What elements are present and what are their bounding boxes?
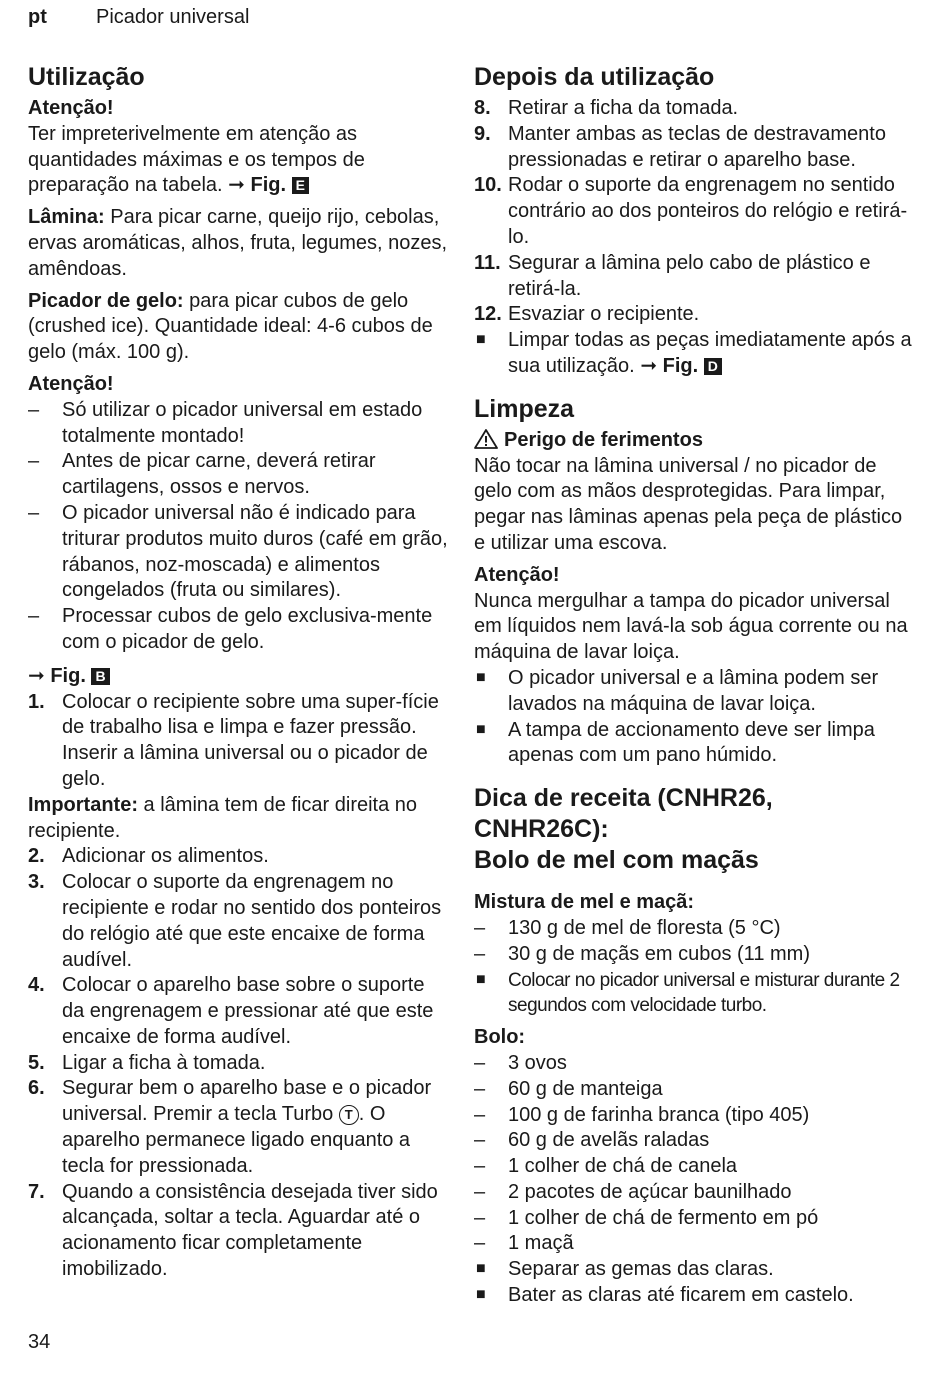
list-item: – Processar cubos de gelo exclusiva-mente com o picador de gelo. <box>28 604 448 656</box>
step-number: 3. <box>28 871 45 894</box>
step-item <box>28 1051 448 1077</box>
important-text: a lâmina tem de ficar direita no recipiente. <box>28 793 418 842</box>
list-item: – 60 g de avelãs raladas <box>474 1128 914 1154</box>
step-item <box>474 173 914 250</box>
list-item: ■ O picador universal e a lâmina podem ser lavados na máquina de lavar loiça. <box>474 666 914 718</box>
step-text: Esvaziar o recipiente. <box>508 303 700 326</box>
danger-label: Perigo de ferimentos <box>504 428 703 451</box>
list-item: – O picador universal não é indicado para triturar produtos muito duros (café em grão, rábanos, noz-moscada) e alimentos congelados (fruta ou similares). <box>28 501 448 604</box>
list-item: ■ Colocar no picador universal e misturar durante 2 segundos com velocidade turbo. <box>474 968 914 1020</box>
step-item <box>28 690 448 793</box>
after-bullet-list <box>474 328 914 380</box>
fig-d-badge: D <box>704 358 722 375</box>
blade-label: Lâmina: <box>28 206 105 229</box>
list-item: – 1 colher de chá de canela <box>474 1154 914 1180</box>
section-title-usage: Utilização <box>28 63 145 91</box>
step-item <box>474 302 914 328</box>
arrow-right-icon: ➞ <box>28 664 45 687</box>
list-item: – 130 g de mel de floresta (5 °C) <box>474 916 914 942</box>
step-text: Segurar bem o aparelho base e o picador universal. Premir a tecla Turbo <box>62 1077 432 1126</box>
ice-text: para picar cubos de gelo (crushed ice). Quantidade ideal: 4-6 cubos de gelo (máx. 100 g). <box>28 289 433 364</box>
attention-text: Ter impreterivelmente em atenção as quantidades máximas e os tempos de preparação na tabela. <box>28 122 365 197</box>
attention-heading: Atenção! <box>474 563 560 586</box>
step-text: . O aparelho permanece ligado enquanto a tecla for pressionada. <box>62 1103 411 1177</box>
important-paragraph <box>28 793 448 845</box>
step-number: 5. <box>28 1051 45 1074</box>
step-number: 9. <box>474 122 491 145</box>
list-item: ■ Separar as gemas das claras. <box>474 1257 914 1283</box>
list-item: ■ Bater as claras até ficarem em castelo. <box>474 1283 914 1309</box>
fig-label: Fig. <box>50 664 86 687</box>
list-item: – 100 g de farinha branca (tipo 405) <box>474 1103 914 1129</box>
fig-b-badge: B <box>91 668 109 685</box>
list-item: – Só utilizar o picador universal em estado totalmente montado! <box>28 398 448 450</box>
steps-list-1 <box>28 690 448 793</box>
step-text: Rodar o suporte da engrenagem no sentido contrário ao dos ponteiros do relógio e retirá-lo. <box>508 174 908 248</box>
mix-heading: Mistura de mel e maçã: <box>474 891 695 914</box>
list-item: – 1 colher de chá de fermento em pó <box>474 1206 914 1232</box>
fig-label: Fig. <box>250 174 287 197</box>
step-number: 2. <box>28 845 45 868</box>
attention-heading: Atenção! <box>28 97 114 119</box>
list-item: – 30 g de maçãs em cubos (11 mm) <box>474 942 914 968</box>
step-number: 11. <box>474 251 501 274</box>
arrow-right-icon: ➞ <box>640 354 658 377</box>
attention-text: Nunca mergulhar a tampa do picador universal em líquidos nem lavá-la sob água corrente ou na máquina de lavar loiça. <box>474 589 908 664</box>
section-title-cleaning: Limpeza <box>474 394 575 423</box>
attention-heading-2: Atenção! <box>28 372 114 395</box>
list-item: – 3 ovos <box>474 1051 914 1077</box>
step-number: 8. <box>474 97 491 119</box>
ice-paragraph <box>28 289 448 366</box>
step-number: 6. <box>28 1077 45 1100</box>
step-text: Colocar o recipiente sobre uma super-fície de trabalho lisa e limpa e fazer pressão. Inserir a lâmina universal ou o picador de gelo. <box>62 690 439 790</box>
cake-bullet-list <box>474 1257 914 1309</box>
mix-bullet-list <box>474 968 914 1020</box>
step-text: Ligar a ficha à tomada. <box>62 1051 266 1074</box>
step-text: Retirar a ficha da tomada. <box>508 97 739 119</box>
list-item <box>474 328 914 380</box>
language-code: pt <box>28 6 47 28</box>
mix-ingredient-list <box>474 916 914 968</box>
blade-paragraph <box>28 205 448 282</box>
step-text: Colocar o aparelho base sobre o suporte da engrenagem e pressionar até que este encaixe de forma audível. <box>62 974 434 1048</box>
step-number: 12. <box>474 303 502 326</box>
blade-text: Para picar carne, queijo rijo, cebolas, ervas aromáticas, alhos, fruta, legumes, nozes, amêndoas. <box>28 206 448 280</box>
step-number: 7. <box>28 1180 45 1203</box>
right-column <box>474 62 914 1315</box>
step-text: Colocar o suporte da engrenagem no recipiente e rodar no sentido dos ponteiros do relógio até que este encaixe de forma audível. <box>62 871 442 971</box>
cleaning-bullet-list <box>474 666 914 769</box>
recipe-title-line: Dica de receita (CNHR26, <box>474 784 773 813</box>
list-item: – 60 g de manteiga <box>474 1077 914 1103</box>
step-number: 4. <box>28 974 45 997</box>
steps-list-2 <box>28 844 448 1283</box>
document-title: Picador universal <box>96 6 250 28</box>
fig-label: Fig. <box>662 354 699 377</box>
step-text: Quando a consistência desejada tiver sido alcançada, soltar a tecla. Aguardar até o acionamento ficar completamente imobilizado. <box>62 1180 438 1281</box>
step-text: Manter ambas as teclas de destravamento pressionadas e retirar o aparelho base. <box>508 122 886 171</box>
page-header <box>28 6 250 29</box>
left-column <box>28 62 448 1283</box>
fig-e-badge: E <box>292 177 309 194</box>
list-item: ■ A tampa de accionamento deve ser limpa apenas com um pano húmido. <box>474 718 914 770</box>
step-item <box>28 973 448 1050</box>
step-text: Adicionar os alimentos. <box>62 845 269 868</box>
step-number: 1. <box>28 690 45 713</box>
danger-heading <box>474 428 914 454</box>
turbo-button-icon: T <box>339 1105 359 1125</box>
step-item <box>474 251 914 303</box>
list-item: – 2 pacotes de açúcar baunilhado <box>474 1180 914 1206</box>
after-steps-list <box>474 96 914 328</box>
warning-triangle-icon <box>474 429 498 449</box>
step-item <box>28 1180 448 1283</box>
list-item: – 1 maçã <box>474 1231 914 1257</box>
section-title-recipe <box>474 783 914 876</box>
section-title-after-use: Depois da utilização <box>474 63 715 91</box>
cake-heading: Bolo: <box>474 1026 526 1049</box>
ice-label: Picador de gelo: <box>28 289 184 312</box>
attention-paragraph <box>28 122 448 199</box>
arrow-right-icon: ➞ <box>228 174 245 197</box>
warning-list <box>28 398 448 656</box>
page-number: 34 <box>28 1331 51 1353</box>
recipe-title-line: CNHR26C): <box>474 815 609 844</box>
step-text: Segurar a lâmina pelo cabo de plástico e retirá-la. <box>508 251 871 300</box>
danger-text: Não tocar na lâmina universal / no picador de gelo com as mãos desprotegidas. Para limpar, pegar nas lâminas apenas pela peça de plástico e utilizar uma escova. <box>474 454 903 554</box>
step-item <box>28 1076 448 1179</box>
step-item <box>474 96 914 122</box>
step-number: 10. <box>474 174 502 197</box>
step-item <box>474 122 914 174</box>
list-item: – Antes de picar carne, deverá retirar cartilagens, ossos e nervos. <box>28 449 448 501</box>
fig-b-reference <box>28 664 448 690</box>
important-label: Importante: <box>28 793 138 816</box>
step-item <box>28 870 448 973</box>
cake-ingredient-list <box>474 1051 914 1257</box>
recipe-title-line: Bolo de mel com maçãs <box>474 846 759 875</box>
bullet-text: Limpar todas as peças imediatamente após a sua utilização. <box>508 329 912 377</box>
step-item <box>28 844 448 870</box>
